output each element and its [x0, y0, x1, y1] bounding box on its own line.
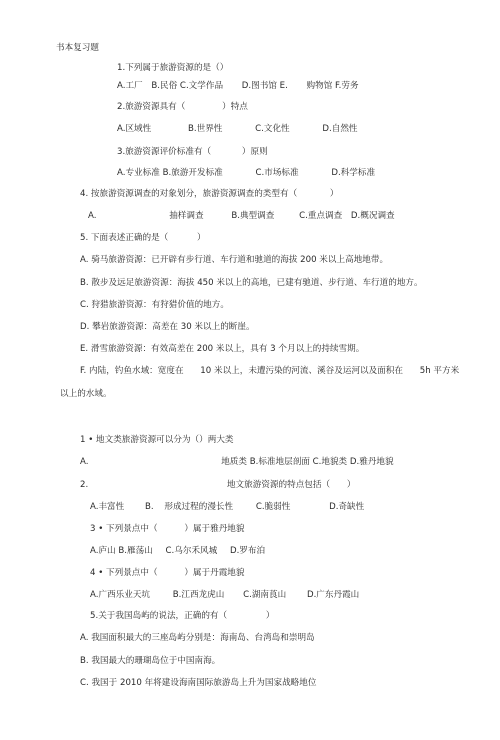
s2q4-stem-a: 4 • 下列景点中（ [90, 568, 158, 578]
q4-stem-a: 4. 按旅游资源调查的对象划分，旅游资源调查的类型有（ [80, 189, 298, 199]
q5-option-f-line2: 以上的水域。 [60, 389, 112, 399]
q1-stem-text: 1.下列属于旅游资源的是（） [117, 63, 229, 73]
q5-option-a-text: A. 骑马旅游资源：已开辟有步行道、车行道和驰道的海拔 200 米以上高地地带。 [80, 255, 389, 265]
document-title [56, 44, 99, 53]
q5-stem-a: 5. 下面表述正确的是（ [80, 233, 169, 243]
q4-stem-b: ） [329, 189, 339, 199]
s2q3-option-c: C.乌尔禾风城 [165, 546, 218, 556]
s2q2-option-c: C.脆弱性 [255, 502, 291, 512]
s2-question-3-options [90, 547, 265, 556]
q5-option-f-part2: 10 米以上，未遭污染的河流、溪谷及运河以及面积在 [200, 366, 404, 376]
s2q3-option-d: D.罗布泊 [229, 546, 266, 556]
q5-stem-b: ） [197, 233, 206, 243]
q5-option-f [80, 367, 459, 376]
q2-option-d: D.自然性 [322, 124, 358, 134]
s2q4-option-c: C.湖南莨山 [243, 590, 287, 600]
s2q5-stem-a: 5.关于我国岛屿的说法，正确的有（ [90, 611, 228, 621]
s2-question-1-stem [80, 436, 234, 445]
q5-option-a [80, 256, 388, 265]
s2q4-option-a: A.广西乐业天坑 [90, 590, 151, 600]
q2-option-c: C.文化性 [255, 124, 290, 134]
s2q5-option-c [80, 679, 316, 688]
question-2-stem [117, 103, 248, 112]
s2q4-stem-b: ）属于丹霞地貌 [184, 568, 245, 578]
s2-question-2-stem [80, 481, 355, 490]
q5-option-b [80, 279, 423, 288]
s2q5-option-a [80, 634, 315, 643]
question-2-options [117, 125, 358, 134]
s2q1-option-a-letter: A. [80, 457, 89, 467]
question-3-options [117, 169, 375, 178]
question-1-options [117, 82, 359, 91]
s2-question-2-options [90, 503, 364, 512]
q5-option-c-text: C. 狩猎旅游资源：有狩猎价值的地方。 [80, 300, 229, 310]
s2-question-3-stem [90, 525, 244, 534]
s2q2-stem-text: 地文旅游资源的特点包括（ [226, 480, 331, 490]
title-text: 书本复习题 [56, 43, 99, 53]
question-5-stem [80, 234, 206, 243]
q1-option-ef: 购物馆 F.劳务 [306, 81, 359, 91]
question-4-options [88, 212, 395, 221]
question-1-stem [117, 64, 228, 73]
s2q5-option-c-text: C. 我国于 2010 年将建设海南国际旅游岛上升为国家战略地位 [80, 678, 317, 688]
s2-question-4-stem [90, 569, 244, 578]
q2-option-b: B.世界性 [187, 124, 223, 134]
s2q2-stem-b: ） [346, 480, 356, 490]
s2q3-stem-b: ）属于雅丹地貌 [184, 524, 245, 534]
s2q5-option-b-text: B. 我国最大的珊瑚岛位于中国南海。 [80, 656, 221, 666]
s2q5-option-a-text: A. 我国面积最大的三座岛屿分别是：海南岛、台湾岛和崇明岛 [80, 633, 315, 643]
q2-option-a: A.区域性 [117, 124, 152, 134]
q2-stem-a: 2.旅游资源具有（ [117, 102, 186, 112]
q3-stem-a: 3.旅游资源评价标准有（ [117, 147, 212, 157]
s2q5-option-b [80, 657, 220, 666]
s2q4-option-d: D.广东丹霞山 [306, 590, 360, 600]
q5-option-e-text: E. 滑雪旅游资源：有效高差在 200 米以上，具有 3 个月以上的持续雪期。 [80, 344, 365, 354]
q3-stem-b: ）原则 [241, 147, 268, 157]
q4-option-a-letter: A. [88, 211, 97, 221]
q4-option-b: B.典型调查 [231, 211, 275, 221]
q3-option-c: C.市场标准 [255, 168, 299, 178]
s2-question-5-stem [90, 612, 274, 621]
q5-option-f-part3: 5h 平方米 [419, 366, 460, 376]
q4-option-d: D.概况调查 [350, 211, 395, 221]
s2q2-number: 2. [80, 480, 89, 490]
q5-option-f-part1: F. 内陆，钓鱼水域：宽度在 [80, 366, 184, 376]
q3-option-ab: A.专业标准 B.旅游开发标准 [117, 168, 223, 178]
s2q2-option-a: A.丰富性 [90, 502, 125, 512]
s2-question-1-options [80, 458, 394, 467]
q3-option-d: D.科学标准 [331, 168, 376, 178]
s2q5-stem-b: ） [265, 611, 275, 621]
s2q2-option-b: 形成过程的漫长性 [164, 502, 234, 512]
s2q2-option-b-letter: B. [144, 502, 154, 512]
q5-option-e [80, 345, 364, 354]
question-3-stem [117, 148, 268, 157]
s2q3-option-ab: A.庐山 B.雁荡山 [90, 546, 153, 556]
s2-question-4-options [90, 591, 359, 600]
q5-option-c [80, 301, 229, 310]
s2q1-stem-text: 1 • 地文类旅游资源可以分为（）两大类 [80, 435, 234, 445]
q2-stem-b: ）特点 [222, 102, 248, 112]
q5-option-d [80, 323, 255, 332]
s2q2-option-d: D.奇缺性 [329, 502, 365, 512]
question-4-stem [80, 190, 339, 199]
q5-option-f-continued [60, 390, 112, 399]
s2q4-option-b: B.江西龙虎山 [172, 590, 225, 600]
q1-option-a: A.工厂 [117, 81, 143, 91]
q1-option-bc: B.民俗 C.文学作品 [151, 81, 224, 91]
q4-option-c: C.重点调查 [299, 211, 343, 221]
q5-option-d-text: D. 攀岩旅游资源：高差在 30 米以上的断崖。 [80, 322, 255, 332]
s2q3-stem-a: 3 • 下列景点中（ [90, 524, 158, 534]
q5-option-b-text: B. 散步及远足旅游资源：海拔 450 米以上的高地，已建有驰道、步行道、车行道的地方。 [80, 278, 423, 288]
q1-option-d: D.图书馆 E. [241, 81, 288, 91]
q4-option-a: 抽样调查 [169, 211, 204, 221]
s2q1-options-text: 地质类 B.标准地层剖面 C.地貌类 D.雅丹地貌 [221, 457, 394, 467]
